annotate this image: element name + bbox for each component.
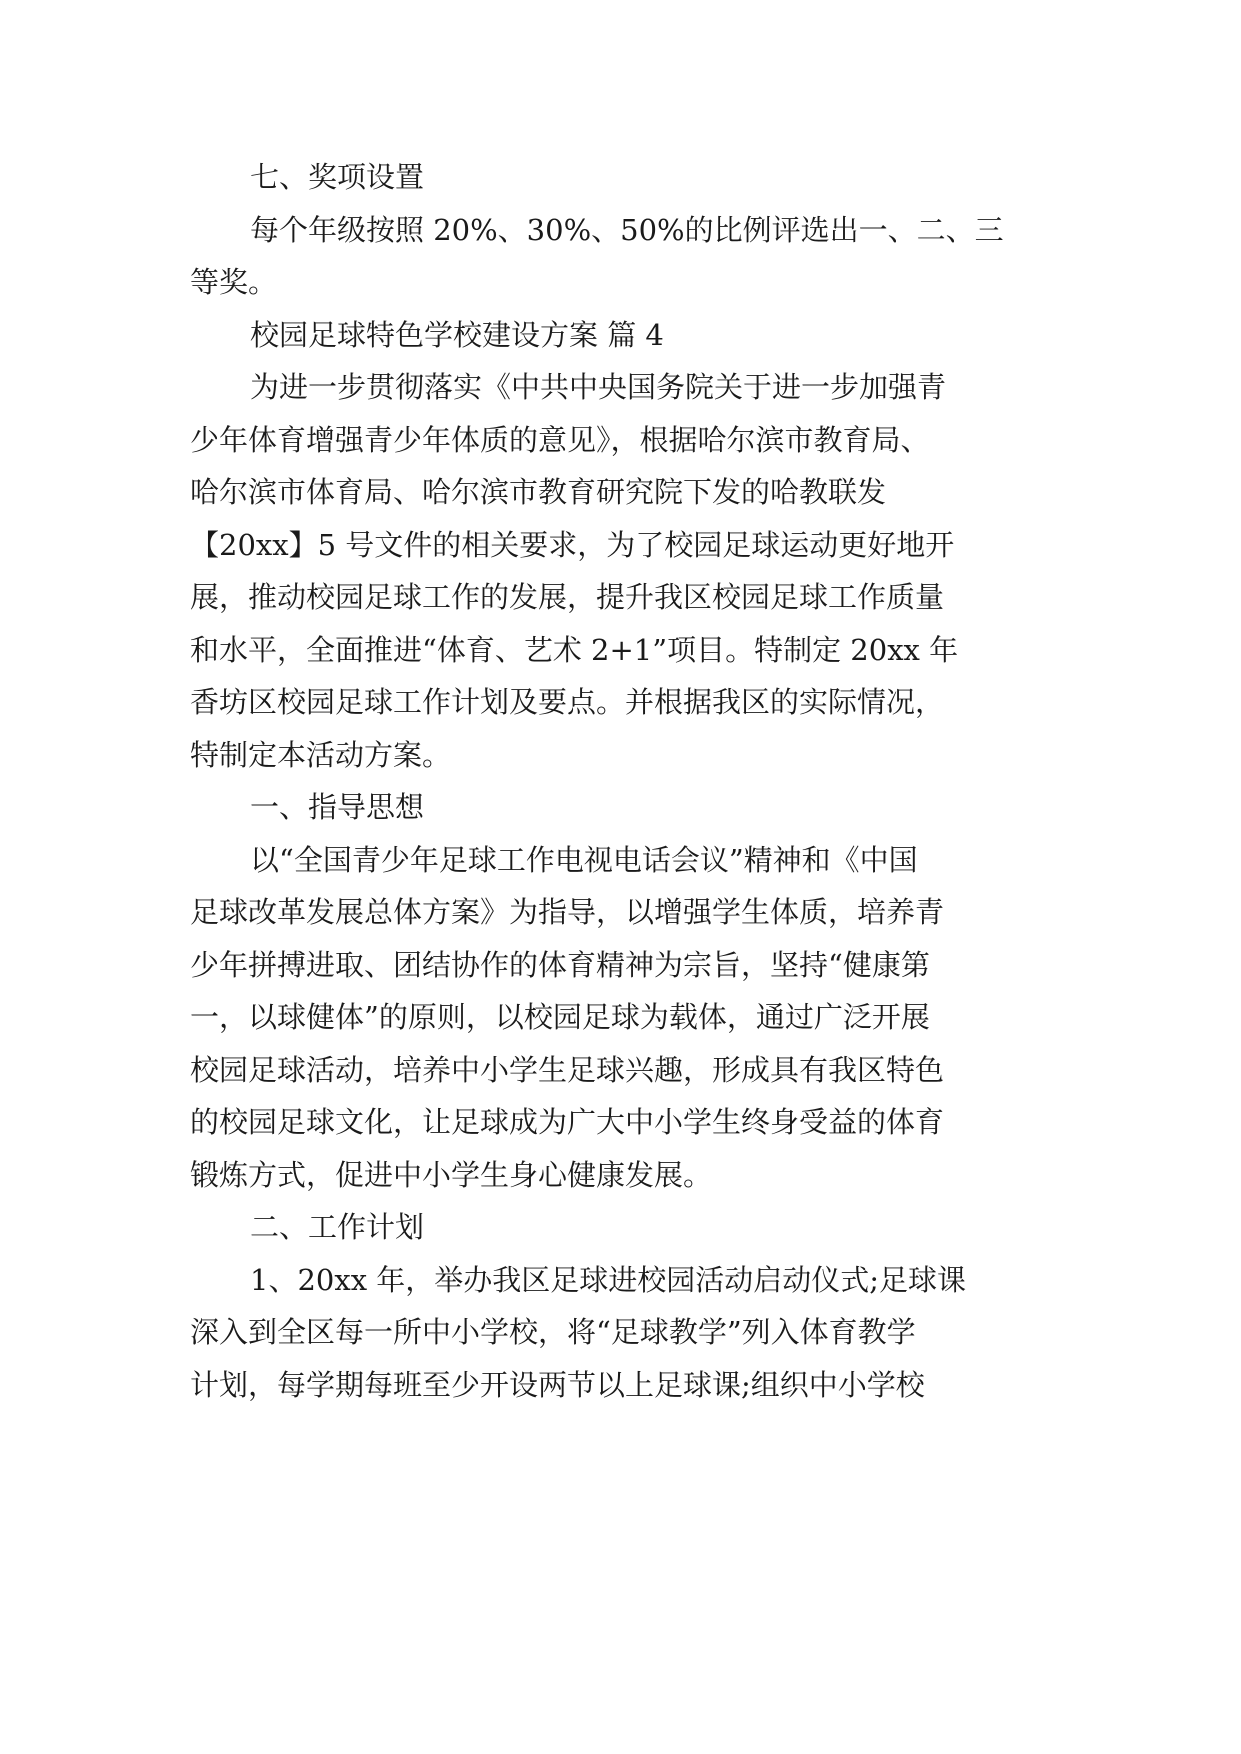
paragraph-line-indented: 二、工作计划 <box>250 1210 425 1244</box>
paragraph-line: 香坊区校园足球工作计划及要点。并根据我区的实际情况， <box>190 685 945 719</box>
paragraph-line: 一，以球健体”的原则，以校园足球为载体，通过广泛开展 <box>190 1000 930 1034</box>
paragraph-line: 足球改革发展总体方案》为指导，以增强学生体质，培养青 <box>190 895 945 929</box>
paragraph-line: 哈尔滨市体育局、哈尔滨市教育研究院下发的哈教联发 <box>190 475 887 509</box>
paragraph-line-indented: 以“全国青少年足球工作电视电话会议”精神和《中国 <box>250 842 918 877</box>
paragraph-line: 的校园足球文化，让足球成为广大中小学生终身受益的体育 <box>190 1105 945 1139</box>
paragraph-line: 深入到全区每一所中小学校，将“足球教学”列入体育教学 <box>190 1315 916 1349</box>
paragraph-line: 特制定本活动方案。 <box>190 737 452 772</box>
paragraph-line: 和水平，全面推进“体育、艺术 2+1”项目。特制定 20xx 年 <box>190 632 959 667</box>
paragraph-line: 【20xx】5 号文件的相关要求，为了校园足球运动更好地开 <box>190 527 955 562</box>
paragraph-line: 等奖。 <box>190 265 278 299</box>
paragraph-line: 展，推动校园足球工作的发展，提升我区校园足球工作质量 <box>190 580 945 614</box>
paragraph-line-indented: 一、指导思想 <box>250 790 425 824</box>
paragraph-line-indented: 每个年级按照 20%、30%、50%的比例评选出一、二、三 <box>250 212 1004 247</box>
paragraph-line: 少年体育增强青少年体质的意见》，根据哈尔滨市教育局、 <box>190 422 930 457</box>
paragraph-line-indented: 1、20xx 年，举办我区足球进校园活动启动仪式;足球课 <box>250 1262 967 1297</box>
paragraph-line-indented: 为进一步贯彻落实《中共中央国务院关于进一步加强青 <box>250 370 947 404</box>
paragraph-line: 校园足球活动，培养中小学生足球兴趣，形成具有我区特色 <box>190 1052 945 1087</box>
paragraph-line-indented: 校园足球特色学校建设方案 篇 4 <box>250 317 664 352</box>
paragraph-line: 计划，每学期每班至少开设两节以上足球课;组织中小学校 <box>190 1367 925 1402</box>
paragraph-line: 锻炼方式，促进中小学生身心健康发展。 <box>190 1157 713 1192</box>
paragraph-line: 少年拼搏进取、团结协作的体育精神为宗旨，坚持“健康第 <box>190 947 930 982</box>
paragraph-line-indented: 七、奖项设置 <box>250 160 425 194</box>
